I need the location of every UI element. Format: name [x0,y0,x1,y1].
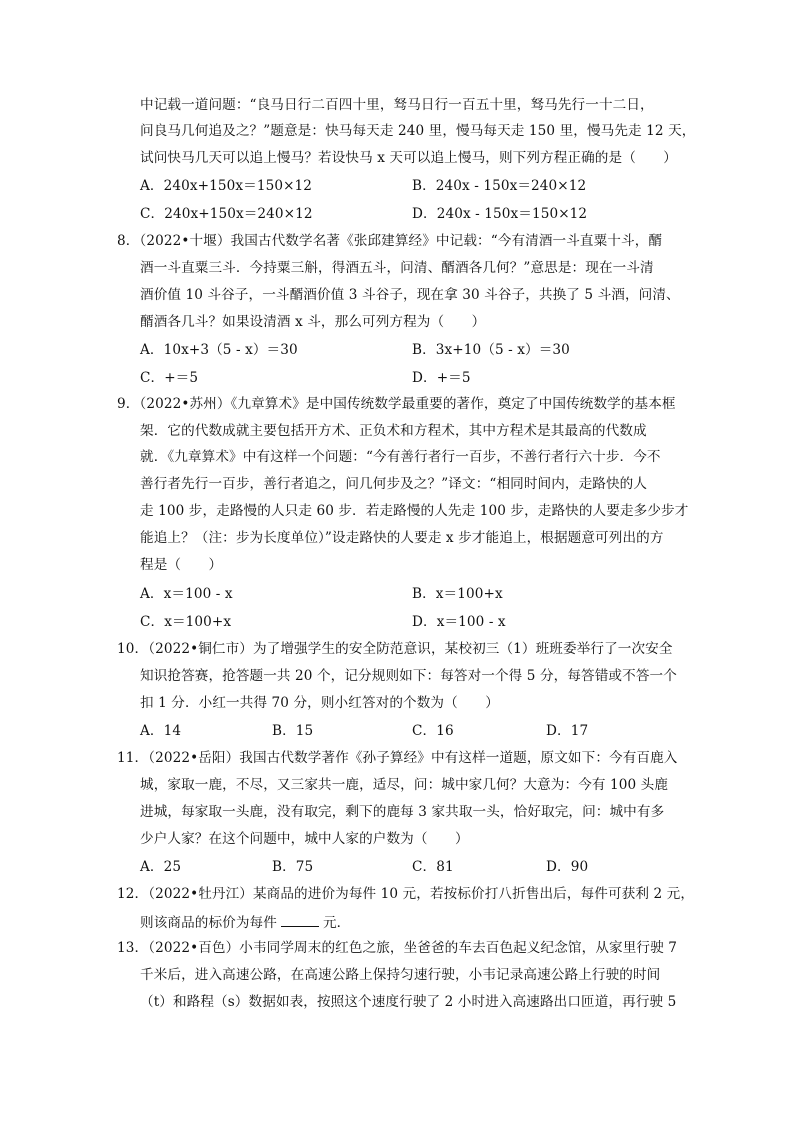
q9-line-3: 就．《九章算术》中有这样一个问题：“今有善行者行一百步，不善行者行六十步．今不 [140,449,661,465]
q10-option-c[interactable]: C．16 [412,723,454,739]
q12-line-2-suffix: 元． [322,915,351,931]
q9-option-c[interactable]: C．x＝100+x [140,614,232,630]
q9-line-6: 能追上？（注：步为长度单位）”设走路快的人要走 x 步才能追上，根据题意可列出的方 [140,530,664,546]
q8-option-a[interactable]: A．10x+3（5 - x）＝30 [140,342,298,358]
q8-line-2: 酒一斗直粟三斗．今持粟三斛，得酒五斗，问清、醑酒各几何？”意思是：现在一斗清 [140,260,654,276]
q11-line-1: 11．（2022•岳阳）我国古代数学著作《孙子算经》中有这样一道题，原文如下：今有百鹿入 [117,750,678,766]
q11-option-b[interactable]: B．75 [272,859,314,875]
q7-line-2: 问良马几何追及之？”题意是：快马每天走 240 里，慢马每天走 150 里，慢马先走 12 天， [140,123,696,139]
q8-option-d[interactable]: D．+＝5 [412,370,471,386]
q8-line-4: 醑酒各几斗？如果设清酒 x 斗，那么可列方程为（ ） [140,314,486,330]
q11-line-2: 城，家取一鹿，不尽，又三家共一鹿，适尽，问：城中家几何？大意为：今有 100 头鹿 [140,777,669,793]
q13-line-2: 千米后，进入高速公路，在高速公路上保持匀速行驶，小韦记录高速公路上行驶的时间 [140,967,661,983]
q8-line-1: 8．（2022•十堰）我国古代数学名著《张邱建算经》中记载：“今有清酒一斗直粟十斗，醑 [117,233,663,249]
q10-option-d[interactable]: D．17 [546,723,589,739]
q7-option-b[interactable]: B．240x - 150x＝240×12 [412,178,587,194]
q11-option-d[interactable]: D．90 [546,859,589,875]
q12-line-2-prefix: 则该商品的标价为每件 [140,915,277,931]
q12-line-2 [140,912,350,932]
q7-line-1: 中记载一道问题：“良马日行二百四十里，驽马日行一百五十里，驽马先行一十二日， [140,97,654,113]
q13-line-1: 13．（2022•百色）小韦同学周末的红色之旅，坐爸爸的车去百色起义纪念馆，从家里行驶 7 [117,940,677,956]
q10-option-a[interactable]: A．14 [140,723,182,739]
q9-option-a[interactable]: A．x＝100 - x [140,586,233,602]
q8-line-3: 酒价值 10 斗谷子，一斗醑酒价值 3 斗谷子，现在拿 30 斗谷子，共换了 5 斗酒，问清、 [140,287,680,303]
answer-blank[interactable] [281,912,319,927]
q9-option-d[interactable]: D．x＝100 - x [412,614,506,630]
q10-line-3: 扣 1 分．小红一共得 70 分，则小红答对的个数为（ ） [140,695,499,711]
q9-option-b[interactable]: B．x＝100+x [412,586,503,602]
q8-option-b[interactable]: B．3x+10（5 - x）＝30 [412,342,570,358]
q9-line-2: 架．它的代数成就主要包括开方术、正负术和方程术，其中方程术是其最高的代数成 [140,423,647,439]
q11-line-3: 进城，每家取一头鹿，没有取完，剩下的鹿每 3 家共取一头，恰好取完，问：城中有多 [140,804,665,820]
q13-line-3: （t）和路程（s）数据如表，按照这个速度行驶了 2 小时进入高速路出口匝道，再行驶 5 [140,994,677,1010]
q9-line-5: 走 100 步，走路慢的人只走 60 步．若走路慢的人先走 100 步，走路快的人要走多少步才 [140,503,689,519]
q9-line-1: 9．（2022•苏州）《九章算术》是中国传统数学最重要的著作，奠定了中国传统数学的基本框 [117,396,676,412]
q9-line-4: 善行者先行一百步，善行者追之，问几何步及之？”译文：“相同时间内，走路快的人 [140,476,648,492]
q12-line-1: 12．（2022•牡丹江）某商品的进价为每件 10 元，若按标价打八折售出后，每件可获利 2 元， [117,886,695,902]
q9-line-7: 程是（ ） [140,557,223,573]
q7-line-3: 试问快马几天可以追上慢马？若设快马 x 天可以追上慢马，则下列方程正确的是（ ） [140,150,677,166]
q10-line-1: 10．（2022•铜仁市）为了增强学生的安全防范意识，某校初三（1）班班委举行了一次安全 [117,641,673,657]
q10-option-b[interactable]: B．15 [272,723,314,739]
q7-option-d[interactable]: D．240x - 150x＝150×12 [412,206,588,222]
q11-line-4: 少户人家？在这个问题中，城中人家的户数为（ ） [140,831,469,847]
q11-option-c[interactable]: C．81 [412,859,454,875]
q10-line-2: 知识抢答赛，抢答题一共 20 个，记分规则如下：每答对一个得 5 分，每答错或不答一个 [140,668,677,684]
q7-option-c[interactable]: C．240x+150x＝240×12 [140,206,313,222]
q11-option-a[interactable]: A．25 [140,859,182,875]
q7-option-a[interactable]: A．240x+150x＝150×12 [140,178,313,194]
q8-option-c[interactable]: C．+＝5 [140,370,199,386]
